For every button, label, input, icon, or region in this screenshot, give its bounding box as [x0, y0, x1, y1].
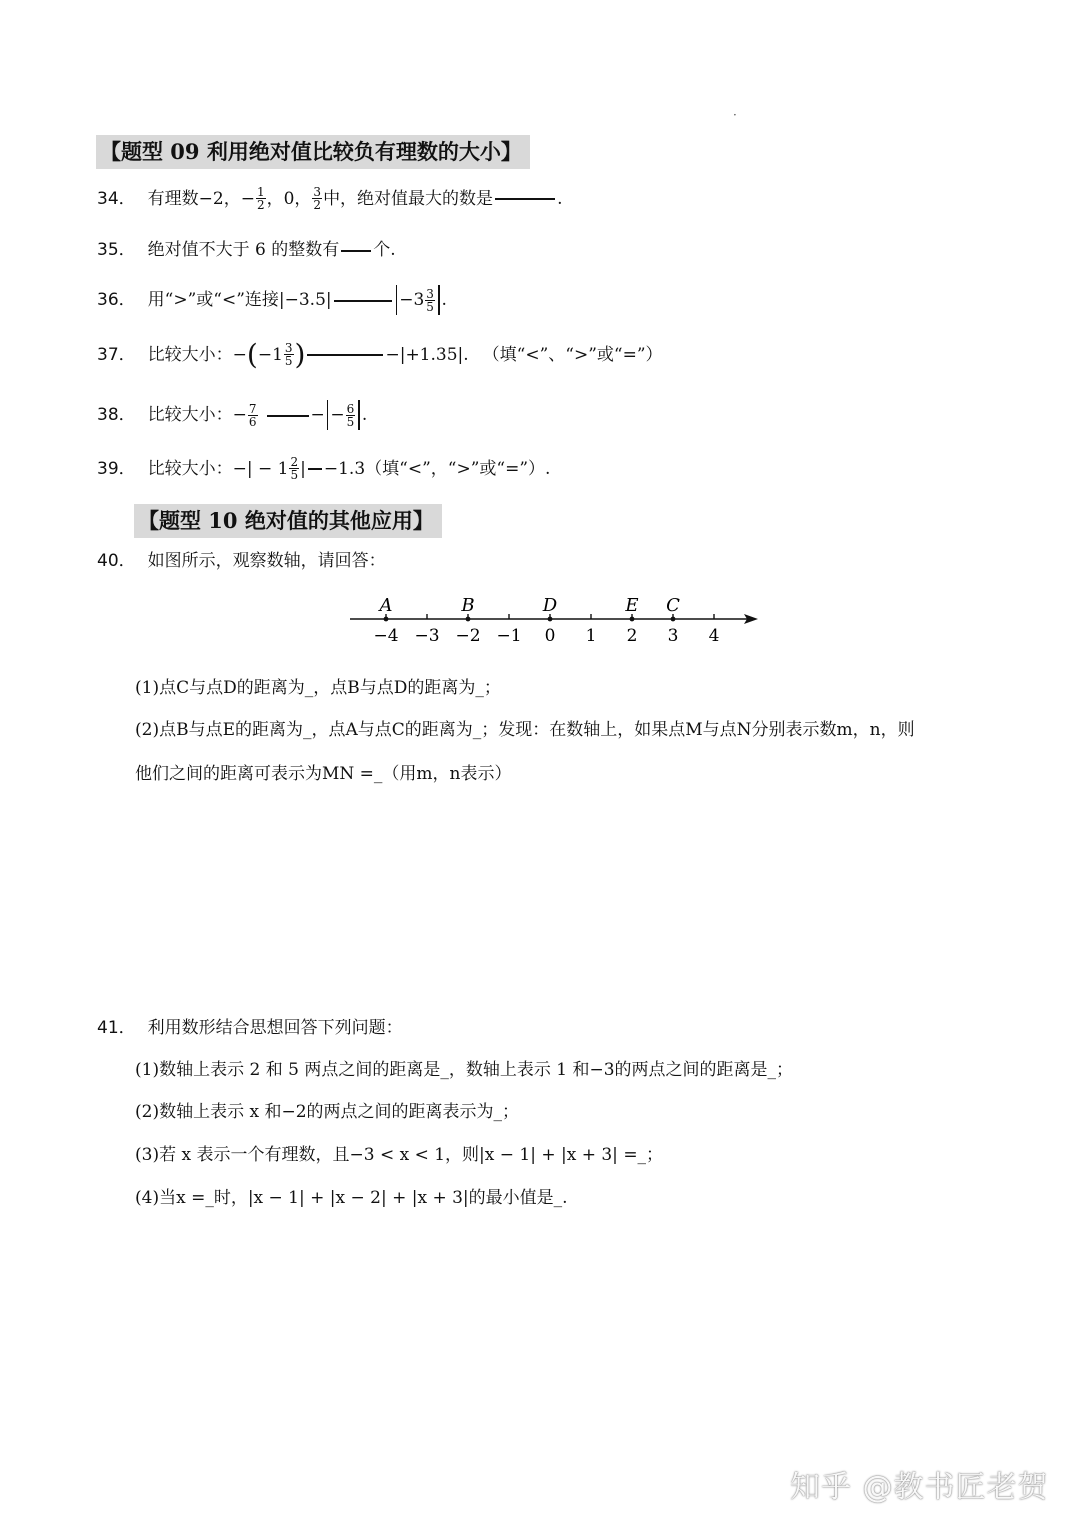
- question-number: 40．: [97, 551, 136, 571]
- abs-bar: [438, 285, 440, 315]
- question-text: .: [441, 290, 447, 310]
- fraction: $\frac{3}{2}$: [313, 185, 322, 212]
- left-paren: (: [246, 337, 258, 371]
- q40-part-3: 他们之间的距离可表示为MN =_（用m，n表示）: [135, 764, 512, 784]
- abs-bar: [396, 285, 398, 315]
- stray-mark: ·: [733, 108, 737, 122]
- tick-label: 2: [626, 626, 638, 646]
- point-D: [548, 617, 553, 622]
- question-40: [97, 549, 386, 573]
- question-text: 有理数−2，−: [147, 188, 255, 209]
- fraction: $\frac{3}{5}$: [284, 341, 293, 368]
- tick-label: −3: [414, 626, 440, 646]
- number-line-figure: [340, 585, 770, 655]
- question-text: 利用数形结合思想回答下列问题：: [147, 1018, 403, 1038]
- question-text: 个.: [373, 240, 396, 260]
- answer-blank[interactable]: [308, 467, 322, 470]
- answer-blank[interactable]: [307, 353, 383, 356]
- question-text: −|+1.35|.: [385, 344, 469, 365]
- question-text: .: [361, 405, 368, 425]
- fraction: $\frac{6}{5}$: [346, 401, 355, 429]
- fraction: $\frac{2}{5}$: [290, 455, 299, 482]
- question-number: 41．: [97, 1018, 136, 1038]
- question-number: 36．: [97, 290, 136, 310]
- abs-bar: [358, 400, 360, 430]
- question-text: ，0，: [266, 188, 312, 209]
- point-B: [466, 617, 471, 622]
- question-number: 37．: [97, 344, 136, 365]
- question-text: 中，绝对值最大的数是: [323, 188, 494, 209]
- tick-label: 0: [544, 626, 556, 646]
- question-number: 34．: [97, 188, 136, 209]
- fraction: $\frac{1}{2}$: [256, 185, 265, 212]
- point-label-A: A: [379, 595, 393, 616]
- question-text: −: [310, 405, 325, 425]
- question-number: 35．: [97, 240, 136, 260]
- answer-blank[interactable]: [495, 197, 555, 200]
- q41-part-1: (1)数轴上表示 2 和 5 两点之间的距离是_，数轴上表示 1 和−3的两点之间的距离是_；: [135, 1060, 794, 1080]
- question-number: 38．: [97, 405, 136, 425]
- tick-label: −4: [373, 626, 399, 646]
- question-37: [97, 337, 663, 371]
- point-A: [384, 617, 389, 622]
- question-text: 比较大小：−| − 1: [147, 458, 289, 479]
- tick-label: 4: [708, 626, 720, 646]
- point-label-E: E: [625, 595, 639, 616]
- question-text: 绝对值不大于 6 的整数有: [147, 240, 340, 260]
- point-E: [630, 617, 635, 622]
- q40-part-1: (1)点C与点D的距离为_，点B与点D的距离为_；: [135, 678, 501, 698]
- point-label-D: D: [542, 595, 558, 616]
- question-hint: （填“<”、“>”或“=”）: [482, 344, 663, 365]
- question-text: −1: [257, 344, 283, 365]
- question-39: [97, 456, 550, 481]
- question-text: |: [300, 458, 306, 479]
- question-41: [97, 1016, 403, 1040]
- question-34: [97, 186, 562, 211]
- q41-part-4: (4)当x =_时，|x − 1| + |x − 2| + |x + 3|的最小值是_.: [135, 1188, 568, 1208]
- question-text: −: [330, 405, 345, 425]
- question-text: 如图所示，观察数轴，请回答：: [147, 551, 386, 571]
- question-35: [97, 238, 396, 262]
- question-36: [97, 285, 447, 315]
- question-number: 39．: [97, 458, 136, 479]
- question-text: −1.3（填“<”，“>”或“=”）.: [323, 458, 551, 479]
- point-label-C: C: [666, 595, 680, 616]
- fraction: $\frac{3}{5}$: [426, 286, 434, 314]
- q41-part-3: (3)若 x 表示一个有理数，且−3 < x < 1，则|x − 1| + |x + 3| =_；: [135, 1145, 664, 1165]
- q40-part-2: (2)点B与点E的距离为_，点A与点C的距离为_；发现：在数轴上，如果点M与点N分别表示数m，n，则: [135, 720, 915, 740]
- question-38: [97, 400, 367, 430]
- question-text: 比较大小：−: [147, 405, 247, 425]
- point-label-B: B: [461, 595, 475, 616]
- tick-label: 1: [585, 626, 597, 646]
- answer-blank[interactable]: [341, 249, 371, 252]
- point-C: [671, 617, 676, 622]
- question-text: 用“>”或“<”连接|−3.5|: [147, 290, 332, 310]
- right-paren: ): [294, 337, 306, 371]
- question-text: 比较大小：−: [147, 344, 247, 365]
- answer-blank[interactable]: [267, 414, 309, 417]
- tick-label: −2: [455, 626, 481, 646]
- section-title-10: 【题型 10 绝对值的其他应用】: [134, 504, 442, 538]
- abs-bar: [327, 400, 329, 430]
- tick-label: 3: [667, 626, 679, 646]
- watermark-text: 知乎 @教书匠老贺: [790, 1470, 1049, 1505]
- section-title-09: 【题型 09 利用绝对值比较负有理数的大小】: [96, 135, 530, 169]
- question-text: −3: [399, 290, 425, 310]
- tick-label: −1: [496, 626, 522, 646]
- answer-blank[interactable]: [334, 299, 392, 302]
- q41-part-2: (2)数轴上表示 x 和−2的两点之间的距离表示为_；: [135, 1102, 520, 1122]
- fraction: $\frac{7}{6}$: [248, 401, 257, 429]
- question-text: .: [557, 188, 563, 209]
